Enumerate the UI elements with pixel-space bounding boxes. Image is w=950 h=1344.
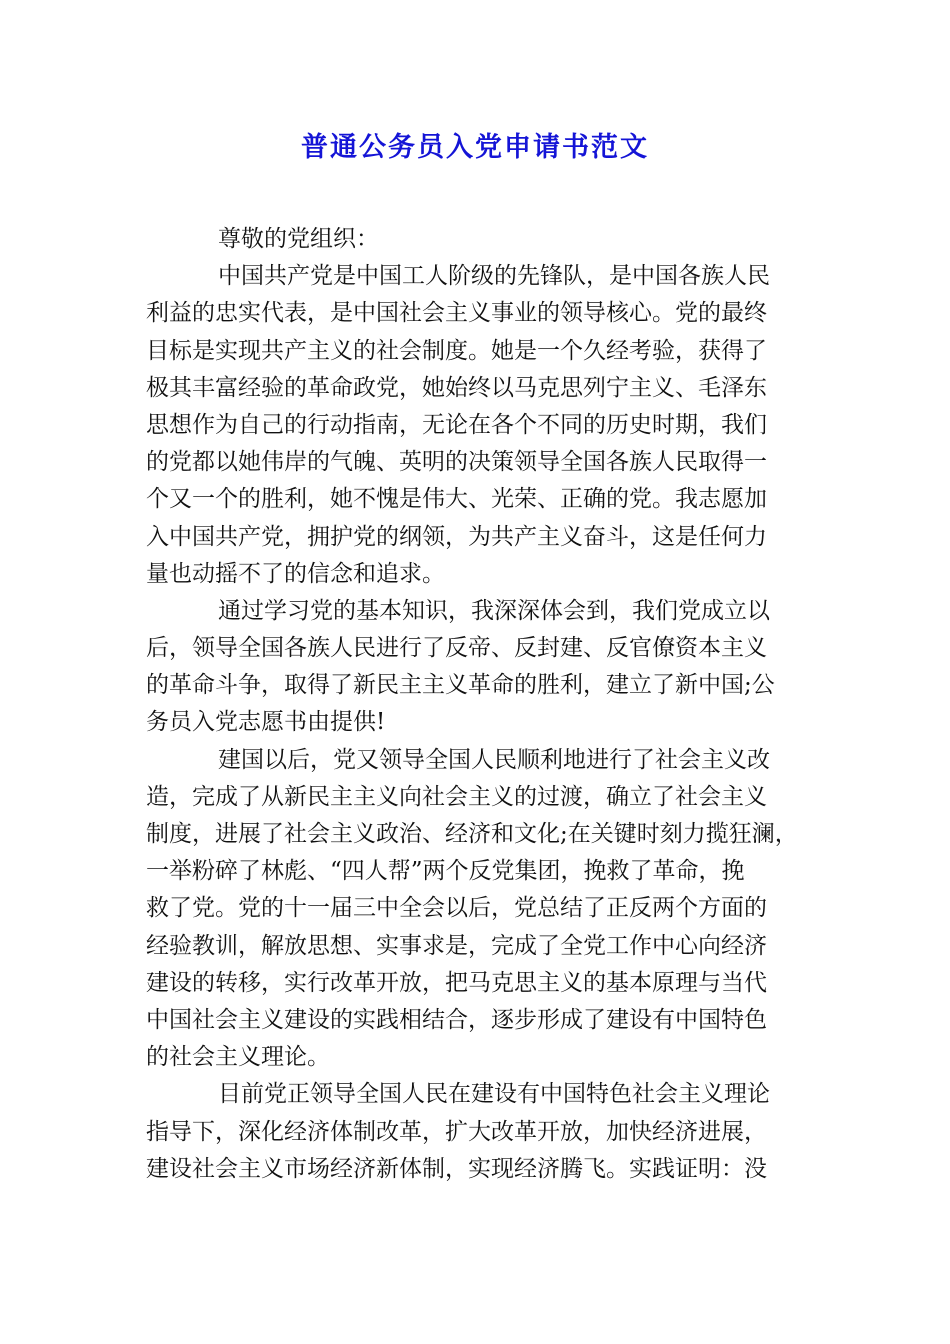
paragraph-line: 思想作为自己的行动指南，无论在各个不同的历史时期，我们 (146, 411, 767, 438)
paragraph-line: 的党都以她伟岸的气魄、英明的决策领导全国各族人民取得一 (146, 449, 767, 476)
paragraph-line: 救了党。党的十一届三中全会以后，党总结了正反两个方面的 (146, 895, 767, 922)
paragraph-line: 一举粉碎了林彪、“四人帮”两个反党集团，挽救了革命，挽 (146, 858, 745, 885)
paragraph-line: 后，领导全国各族人民进行了反帝、反封建、反官僚资本主义 (146, 635, 767, 662)
paragraph-line: 的社会主义理论。 (146, 1044, 330, 1071)
paragraph-line: 目标是实现共产主义的社会制度。她是一个久经考验，获得了 (146, 337, 767, 364)
paragraph-line: 中国共产党是中国工人阶级的先锋队，是中国各族人民 (218, 263, 770, 290)
paragraph-line: 务员入党志愿书由提供! (146, 709, 386, 736)
paragraph-line: 极其丰富经验的革命政党，她始终以马克思列宁主义、毛泽东 (146, 374, 767, 401)
paragraph-line: 量也动摇不了的信念和追求。 (146, 560, 445, 587)
document-body (146, 221, 796, 1188)
paragraph-line: 经验教训，解放思想、实事求是，完成了全党工作中心向经济 (146, 932, 767, 959)
paragraph-line: 入中国共产党，拥护党的纲领，为共产主义奋斗，这是任何力 (146, 523, 767, 550)
document-title: 普通公务员入党申请书范文 (301, 132, 649, 163)
paragraph-line: 建设社会主义市场经济新体制，实现经济腾飞。实践证明：没 (146, 1155, 767, 1182)
paragraph-line: 制度，进展了社会主义政治、经济和文化;在关键时刻力揽狂澜， (146, 821, 798, 847)
paragraph-line: 利益的忠实代表，是中国社会主义事业的领导核心。党的最终 (146, 300, 767, 327)
salutation-line: 尊敬的党组织： (218, 226, 379, 252)
paragraph-line: 中国社会主义建设的实践相结合，逐步形成了建设有中国特色 (146, 1006, 767, 1033)
paragraph-line: 个又一个的胜利，她不愧是伟大、光荣、正确的党。我志愿加 (146, 486, 767, 513)
paragraph-line: 造，完成了从新民主主义向社会主义的过渡，确立了社会主义 (146, 783, 767, 810)
paragraph-line: 的革命斗争，取得了新民主主义革命的胜利，建立了新中国;公 (146, 672, 775, 699)
paragraph-line: 指导下，深化经济体制改革，扩大改革开放，加快经济进展， (146, 1118, 767, 1145)
paragraph-line: 建设的转移，实行改革开放，把马克思主义的基本原理与当代 (146, 969, 767, 996)
paragraph-line: 通过学习党的基本知识，我深深体会到，我们党成立以 (218, 597, 770, 624)
paragraph-line: 建国以后，党又领导全国人民顺利地进行了社会主义改 (218, 746, 770, 773)
paragraph-line: 目前党正领导全国人民在建设有中国特色社会主义理论 (218, 1081, 770, 1108)
